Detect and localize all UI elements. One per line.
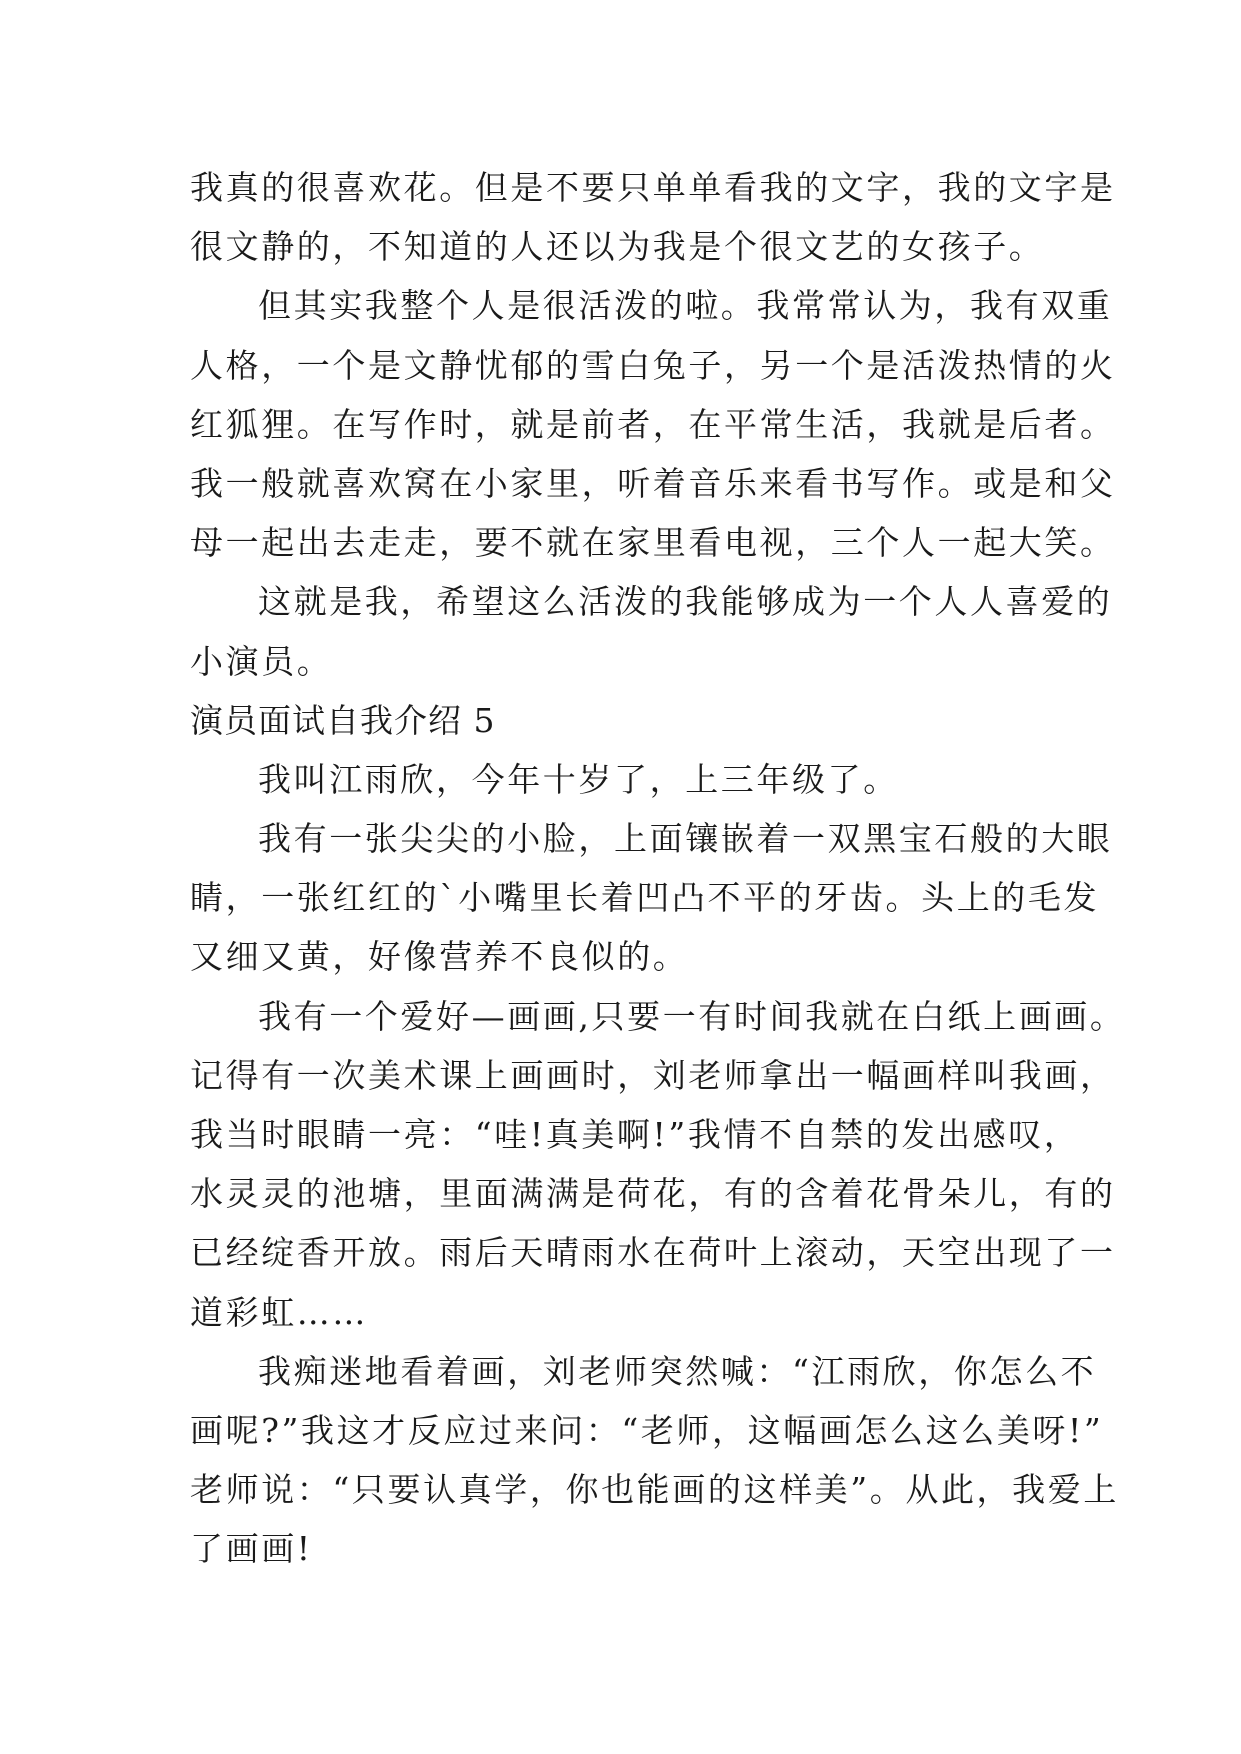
text-line-9: 小演员。 [190,641,333,681]
text-line-21: 我痴迷地看着画，刘老师突然喊：“江雨欣，你怎么不 [258,1351,1097,1391]
text-line-19: 已经绽香开放。雨后天晴雨水在荷叶上滚动，天空出现了一 [190,1233,1116,1273]
text-line-3: 但其实我整个人是很活泼的啦。我常常认为，我有双重 [258,286,1113,326]
document-body [190,158,1126,1579]
text-line-11: 我叫江雨欣，今年十岁了，上三年级了。 [258,759,899,799]
text-line-18: 水灵灵的池塘，里面满满是荷花，有的含着花骨朵儿，有的 [190,1174,1116,1214]
text-line-15: 我有一个爱好—画画,只要一有时间我就在白纸上画画。 [258,996,1126,1036]
text-line-14: 又细又黄，好像营养不良似的。 [190,937,689,977]
text-line-8: 这就是我，希望这么活泼的我能够成为一个人人喜爱的 [258,582,1113,622]
text-line-6: 我一般就喜欢窝在小家里，听着音乐来看书写作。或是和父 [190,463,1116,503]
text-line-4: 人格，一个是文静忧郁的雪白兔子，另一个是活泼热情的火 [190,345,1116,385]
text-line-7: 母一起出去走走，要不就在家里看电视，三个人一起大笑。 [190,523,1116,563]
section-heading: 演员面试自我介绍 5 [190,700,496,740]
text-line-1: 我真的很喜欢花。但是不要只单单看我的文字，我的文字是 [190,168,1116,207]
text-line-12: 我有一张尖尖的小脸，上面镶嵌着一双黑宝石般的大眼 [258,819,1113,859]
text-line-2: 很文静的，不知道的人还以为我是个很文艺的女孩子。 [190,227,1045,267]
text-line-13: 睛，一张红红的`小嘴里长着凹凸不平的牙齿。头上的毛发 [190,878,1100,918]
text-line-24: 了画画! [190,1529,313,1569]
text-line-23: 老师说：“只要认真学，你也能画的这样美”。从此，我爱上 [190,1470,1119,1510]
text-line-22: 画呢?”我这才反应过来问：“老师，这幅画怎么这么美呀!” [190,1410,1104,1450]
text-line-17: 我当时眼睛一亮：“哇!真美啊!”我情不自禁的发出感叹， [190,1115,1080,1154]
text-line-5: 红狐狸。在写作时，就是前者，在平常生活，我就是后者。 [190,404,1116,444]
text-line-20: 道彩虹…… [190,1292,368,1332]
text-line-16: 记得有一次美术课上画画时，刘老师拿出一幅画样叫我画， [190,1055,1116,1095]
